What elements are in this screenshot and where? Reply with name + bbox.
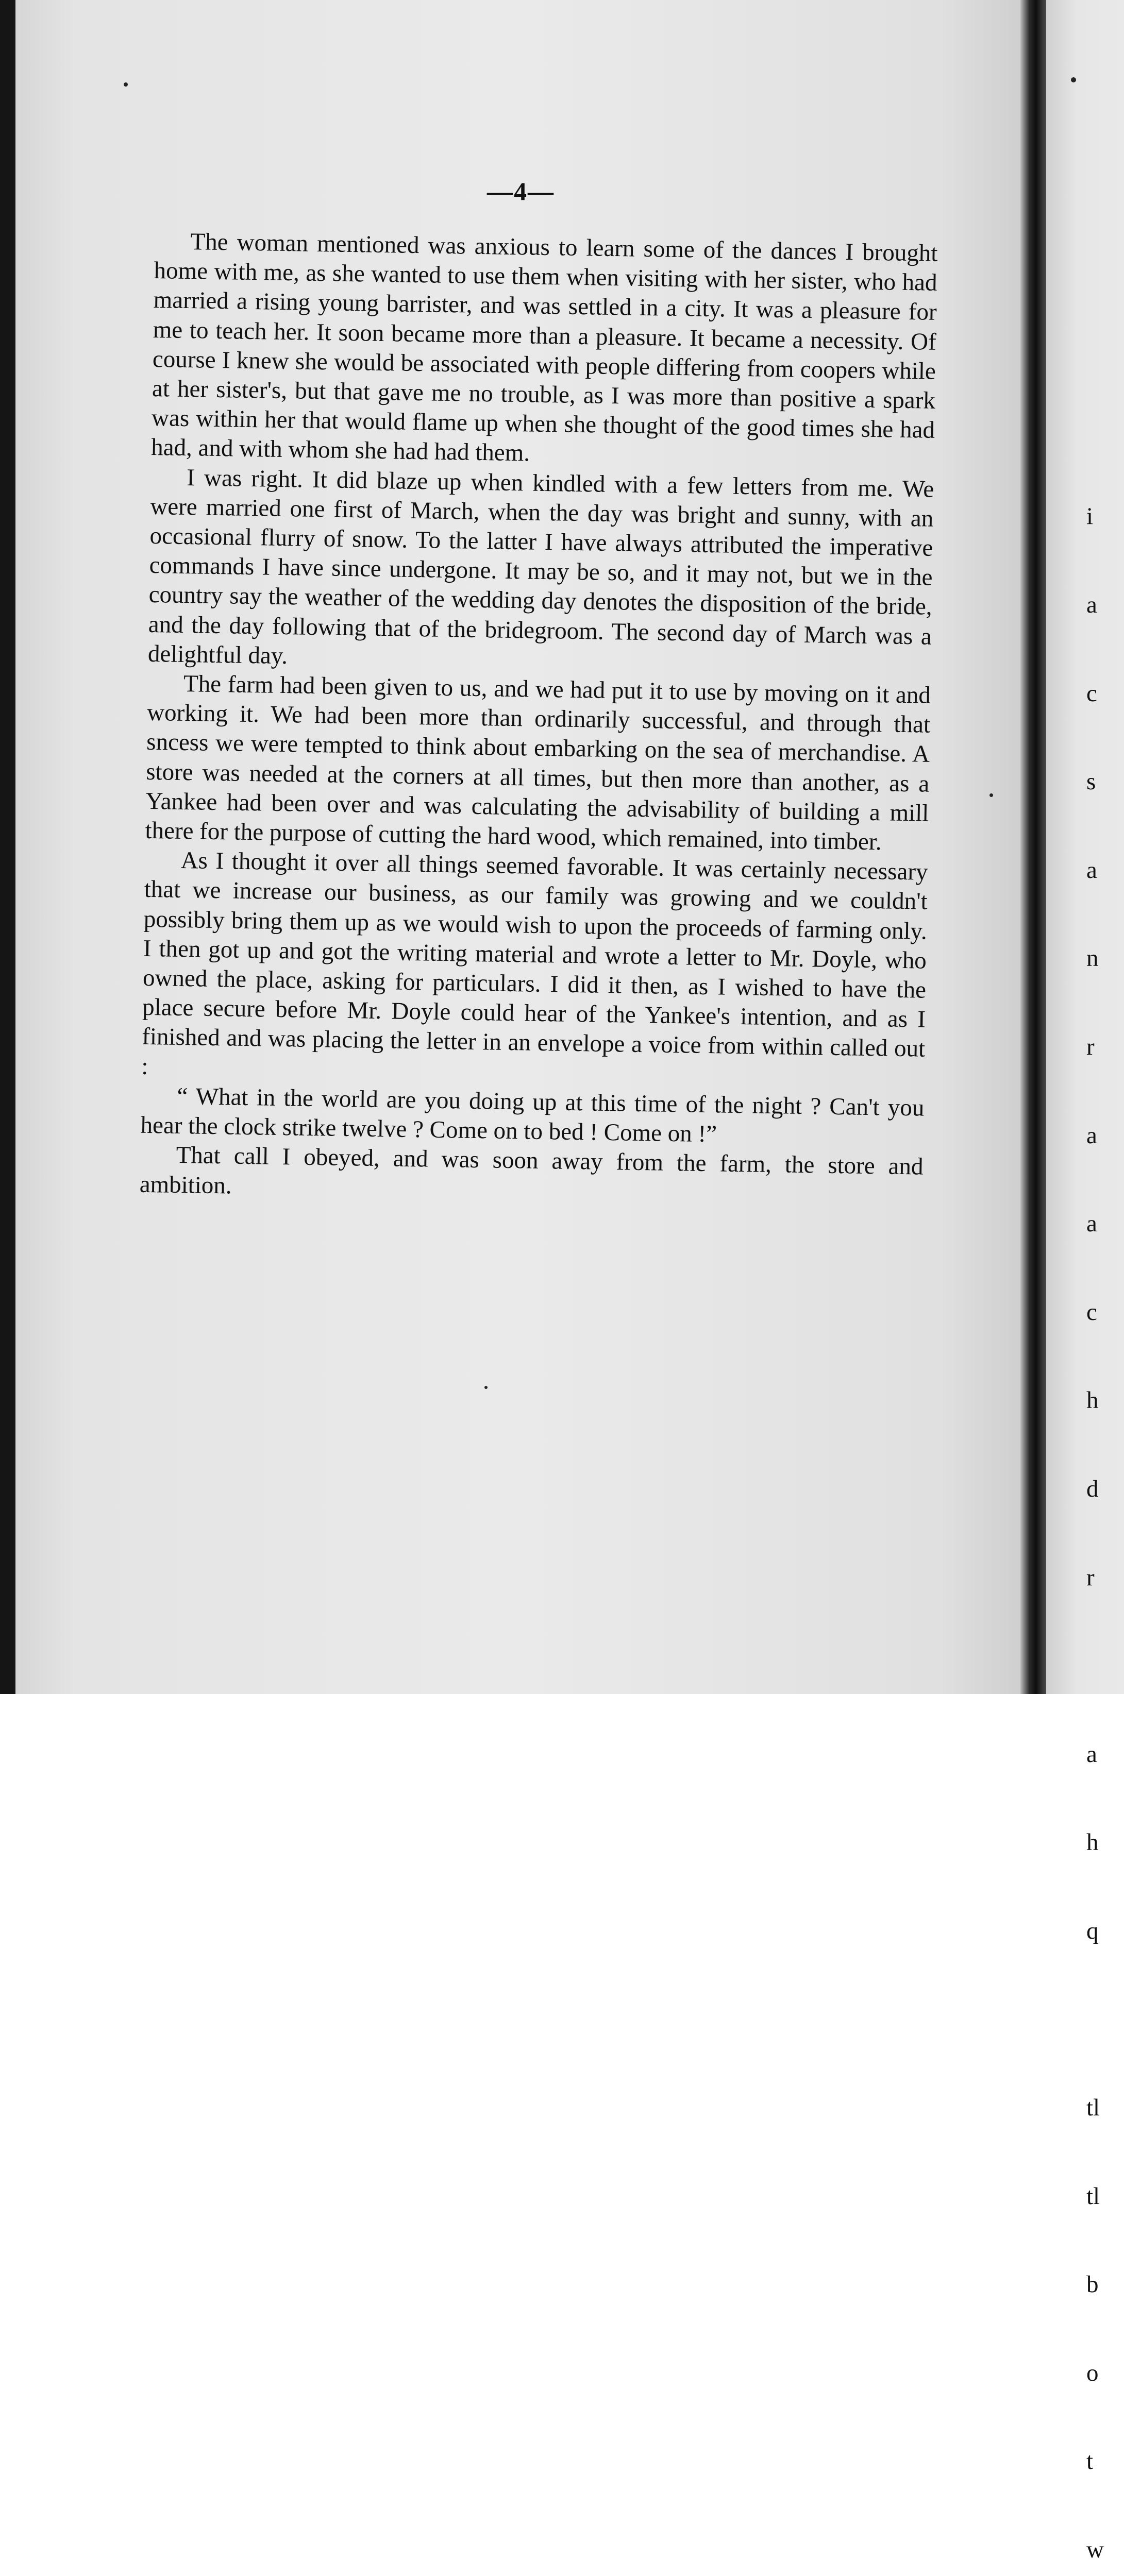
paragraph: As I thought it over all things seemed favorable. It was certainly necessary that we increase our business, as our family was growing and we couldn't possibly bring them up as we would wish to upon the proceeds of farming only. I then got up and got the writing material and wrote a letter to Mr. Doyle, who owned the place, asking for particulars. I did it then, as I wished to have the place secure before Mr. Doyle could hear of the Yankee's intention, and as I finished and was placing the letter in an envelope a voice from within called out :: [141, 847, 928, 1080]
facing-line: t: [1086, 2448, 1094, 2475]
facing-line: d: [1086, 1475, 1099, 1502]
facing-line: r: [1086, 1564, 1095, 1591]
paragraph: The farm had been given to us, and we had put it to use by moving on it and working it. We had been more than ordinarily successful, and through that sncess we were tempted to think about embarking on the sea of merchandise. A store was needed at the corners at all times, but then more than another, as a Yankee had been over and was calculating the advisability of building a mill there for the purpose of cutting the hard wood, which remained, into timber.: [145, 670, 931, 856]
facing-page-fragments: [1086, 443, 1122, 2576]
facing-line: a: [1086, 856, 1097, 884]
page-gutter: [1020, 0, 1046, 1694]
facing-line: tl: [1086, 2182, 1100, 2210]
facing-line: a: [1086, 591, 1097, 618]
scan-speck: [1071, 77, 1076, 82]
facing-line: w: [1086, 2536, 1104, 2564]
facing-line: n: [1086, 945, 1099, 972]
paragraph: I was right. It did blaze up when kindled with a few letters from me. We were married one first of March, when the day was bright and sunny, with an occasional flurry of snow. To the latter I have always attributed the imperative commands I have since undergone. It may be so, and it may not, but we in the country say the weather of the wedding day denotes the disposition of the bride, and the day following that of the bridegroom. The second day of March was a delightful day.: [147, 464, 934, 669]
facing-line: c: [1086, 1298, 1097, 1326]
paragraph: The woman mentioned was anxious to learn some of the dances I brought home with me, as she wanted to use them when visiting with her sister, who had married a rising young barrister, and was settled in a city. It was a pleasure for me to teach her. It soon became more than a pleasure. It became a necessity. Of course I knew she would be associated with people differing from coopers while at her sister's, but that gave me no trouble, as I was more than positive a spark was within her that would flame up when she thought of the good times she had had, and with whom she had had them.: [150, 228, 938, 467]
page-number-text: —4—: [487, 177, 555, 206]
facing-line: [1086, 2005, 1122, 2035]
facing-line: s: [1086, 768, 1096, 795]
facing-line: c: [1086, 680, 1097, 707]
facing-line: h: [1086, 1829, 1099, 1856]
facing-line: b: [1086, 2271, 1099, 2298]
facing-line: q: [1086, 1917, 1099, 1944]
facing-line: tl: [1086, 2094, 1100, 2122]
scan-border-left: [0, 0, 15, 1694]
paragraph: “ What in the world are you doing up at this time of the night ? Can't you hear the clock strike twelve ? Come on to bed ! Come on !”: [140, 1082, 925, 1148]
facing-line: a: [1086, 1210, 1097, 1238]
paragraph: That call I obeyed, and was soon away from the farm, the store and ambition.: [139, 1142, 924, 1199]
facing-line: h: [1086, 1387, 1099, 1414]
scan-speck: [484, 1386, 488, 1389]
facing-line: a: [1086, 1122, 1097, 1149]
scan-speck: [989, 793, 993, 797]
facing-line: i: [1086, 503, 1094, 530]
facing-line: o: [1086, 2359, 1099, 2386]
facing-line: r: [1086, 1033, 1095, 1060]
scan-speck: [124, 82, 128, 87]
body-text: [139, 227, 937, 1211]
facing-line: [1086, 1651, 1122, 1681]
page-number: [0, 176, 1124, 212]
facing-line: a: [1086, 1740, 1097, 1768]
